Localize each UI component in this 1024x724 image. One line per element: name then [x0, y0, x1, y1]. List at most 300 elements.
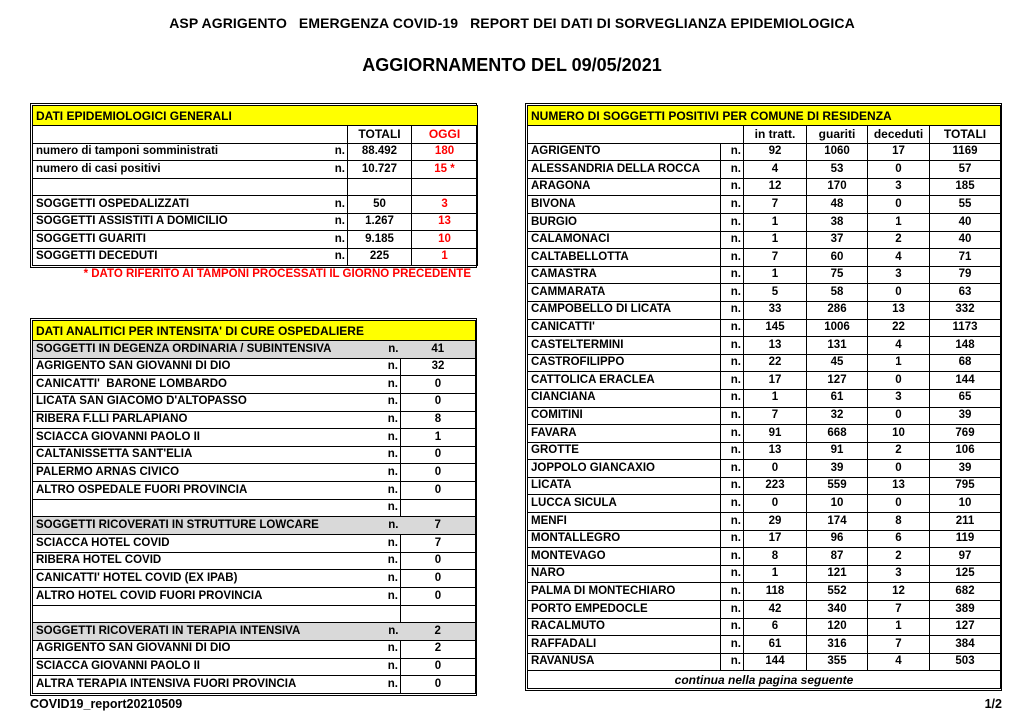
hospital-row-value: 0 — [401, 676, 476, 694]
comune-row-totali: 65 — [930, 389, 1001, 407]
comune-row-n: n. — [721, 372, 744, 390]
comune-row-guariti: 131 — [807, 337, 868, 355]
comune-row-totali: 332 — [930, 301, 1001, 319]
hospital-row-label — [33, 605, 371, 623]
comune-row-in-tratt: 42 — [744, 601, 807, 619]
comune-row-guariti: 668 — [807, 425, 868, 443]
comune-row-guariti: 91 — [807, 442, 868, 460]
comune-row-comune: MONTALLEGRO — [528, 530, 721, 548]
hospital-row — [33, 676, 476, 694]
comune-row-in-tratt: 61 — [744, 636, 807, 654]
hospital-row — [33, 605, 476, 623]
general-row-oggi: 3 — [412, 196, 478, 214]
hospital-row-n: n. — [371, 517, 401, 535]
comune-row-deceduti: 0 — [868, 407, 930, 425]
hospital-row-value: 0 — [401, 658, 476, 676]
comune-row-totali: 211 — [930, 513, 1001, 531]
comune-row-comune: MONTEVAGO — [528, 548, 721, 566]
hospital-row-label: CALTANISSETTA SANT'ELIA — [33, 446, 371, 464]
hospital-row-value: 0 — [401, 446, 476, 464]
page-number: 1/2 — [984, 697, 1002, 711]
comune-row — [528, 460, 1001, 478]
comune-row-n: n. — [721, 460, 744, 478]
comune-row-n: n. — [721, 284, 744, 302]
hospital-row-label: SCIACCA GIOVANNI PAOLO II — [33, 429, 371, 447]
comune-row — [528, 389, 1001, 407]
general-row-n: n. — [318, 196, 348, 214]
comune-row-guariti: 316 — [807, 636, 868, 654]
comune-row-n: n. — [721, 337, 744, 355]
general-row — [33, 143, 478, 161]
comune-row-n: n. — [721, 354, 744, 372]
general-row-oggi: 15 * — [412, 161, 478, 179]
general-row-label: SOGGETTI OSPEDALIZZATI — [33, 196, 318, 214]
comune-row-in-tratt: 1 — [744, 266, 807, 284]
general-row — [33, 161, 478, 179]
comune-row-guariti: 37 — [807, 231, 868, 249]
hospital-row-label: CANICATTI' BARONE LOMBARDO — [33, 376, 371, 394]
hospital-row-n: n. — [371, 446, 401, 464]
comune-row — [528, 618, 1001, 636]
comune-row-in-tratt: 33 — [744, 301, 807, 319]
comune-row-comune: CAMPOBELLO DI LICATA — [528, 301, 721, 319]
comune-row-totali: 503 — [930, 653, 1001, 671]
hospital-row-label: SOGGETTI RICOVERATI IN TERAPIA INTENSIVA — [33, 623, 371, 641]
comune-row-totali: 1169 — [930, 143, 1001, 161]
comune-row-in-tratt: 144 — [744, 653, 807, 671]
comune-row-comune: CAMMARATA — [528, 284, 721, 302]
hospital-row-value: 1 — [401, 429, 476, 447]
comuni-header-spacer — [528, 126, 744, 144]
hospital-care-table — [32, 320, 476, 694]
comune-row-n: n. — [721, 495, 744, 513]
comune-row-n: n. — [721, 301, 744, 319]
comune-row-totali: 10 — [930, 495, 1001, 513]
hospital-row — [33, 393, 476, 411]
general-row — [33, 248, 478, 266]
comune-row-n: n. — [721, 389, 744, 407]
comune-row-comune: CASTELTERMINI — [528, 337, 721, 355]
comune-row-n: n. — [721, 583, 744, 601]
hospital-row-label: ALTRO HOTEL COVID FUORI PROVINCIA — [33, 587, 371, 605]
comuni-table-title: NUMERO DI SOGGETTI POSITIVI PER COMUNE DI RESIDENZA — [528, 106, 1001, 126]
comune-row-deceduti: 4 — [868, 337, 930, 355]
hospital-row — [33, 623, 476, 641]
comune-row-comune: ARAGONA — [528, 178, 721, 196]
comune-row — [528, 636, 1001, 654]
general-row-label: SOGGETTI GUARITI — [33, 231, 318, 249]
comune-row-deceduti: 3 — [868, 565, 930, 583]
general-row-totali: 50 — [348, 196, 412, 214]
hospital-table-title-row — [33, 321, 476, 341]
comune-row-in-tratt: 7 — [744, 407, 807, 425]
comune-row-in-tratt: 1 — [744, 389, 807, 407]
comune-row-deceduti: 2 — [868, 231, 930, 249]
comune-row-n: n. — [721, 231, 744, 249]
comune-row-in-tratt: 17 — [744, 530, 807, 548]
hospital-row-n: n. — [371, 429, 401, 447]
comune-row-deceduti: 0 — [868, 460, 930, 478]
column-header-totali: TOTALI — [930, 126, 1001, 144]
comune-row-n: n. — [721, 513, 744, 531]
comune-row-deceduti: 2 — [868, 442, 930, 460]
comune-row-comune: GROTTE — [528, 442, 721, 460]
hospital-row-label — [33, 499, 371, 517]
hospital-row — [33, 446, 476, 464]
comune-row — [528, 213, 1001, 231]
comune-row-deceduti: 13 — [868, 477, 930, 495]
comune-row-guariti: 355 — [807, 653, 868, 671]
general-row-totali: 9.185 — [348, 231, 412, 249]
hospital-row-value — [401, 605, 476, 623]
general-row-n: n. — [318, 161, 348, 179]
general-row-oggi: 1 — [412, 248, 478, 266]
comune-row-guariti: 120 — [807, 618, 868, 636]
comune-row-totali: 39 — [930, 460, 1001, 478]
comune-row-n: n. — [721, 161, 744, 179]
comune-row-deceduti: 4 — [868, 653, 930, 671]
general-row-oggi: 10 — [412, 231, 478, 249]
comune-row — [528, 231, 1001, 249]
comune-row-guariti: 61 — [807, 389, 868, 407]
general-row-totali: 1.267 — [348, 213, 412, 231]
hospital-row — [33, 640, 476, 658]
hospital-row-n: n. — [371, 676, 401, 694]
comune-row-deceduti: 3 — [868, 389, 930, 407]
hospital-row-value: 0 — [401, 376, 476, 394]
hospital-row-value: 0 — [401, 570, 476, 588]
comune-row-deceduti: 1 — [868, 354, 930, 372]
comune-row-n: n. — [721, 636, 744, 654]
comune-row-deceduti: 0 — [868, 196, 930, 214]
comune-row-guariti: 39 — [807, 460, 868, 478]
comune-row — [528, 284, 1001, 302]
comune-row — [528, 495, 1001, 513]
comune-row — [528, 477, 1001, 495]
hospital-row-value: 41 — [401, 341, 476, 359]
comune-row-totali: 71 — [930, 249, 1001, 267]
hospital-row-n: n. — [371, 411, 401, 429]
comune-row-guariti: 559 — [807, 477, 868, 495]
column-header-in-tratt: in tratt. — [744, 126, 807, 144]
comune-row-deceduti: 0 — [868, 495, 930, 513]
comune-row-n: n. — [721, 178, 744, 196]
comune-row-n: n. — [721, 442, 744, 460]
comune-row-in-tratt: 5 — [744, 284, 807, 302]
comune-row — [528, 337, 1001, 355]
comune-row — [528, 583, 1001, 601]
column-header-oggi: OGGI — [412, 126, 478, 144]
hospital-row-value: 0 — [401, 393, 476, 411]
document-filename: COVID19_report20210509 — [30, 697, 183, 711]
comune-row-guariti: 340 — [807, 601, 868, 619]
comune-row-comune: RACALMUTO — [528, 618, 721, 636]
comune-row-comune: BIVONA — [528, 196, 721, 214]
general-row-totali: 225 — [348, 248, 412, 266]
comune-row-guariti: 87 — [807, 548, 868, 566]
comune-row-comune: CATTOLICA ERACLEA — [528, 372, 721, 390]
comune-row — [528, 530, 1001, 548]
comune-row-n: n. — [721, 565, 744, 583]
comune-row — [528, 161, 1001, 179]
comune-row-n: n. — [721, 196, 744, 214]
comune-row-totali: 125 — [930, 565, 1001, 583]
hospital-row — [33, 411, 476, 429]
general-row — [33, 196, 478, 214]
comune-row-totali: 148 — [930, 337, 1001, 355]
comune-row-in-tratt: 13 — [744, 337, 807, 355]
comune-row-n: n. — [721, 213, 744, 231]
comune-row-totali: 57 — [930, 161, 1001, 179]
hospital-row-n: n. — [371, 570, 401, 588]
comune-row-comune: BURGIO — [528, 213, 721, 231]
comuni-table — [527, 105, 1001, 689]
comune-row — [528, 425, 1001, 443]
hospital-row — [33, 499, 476, 517]
comune-row-in-tratt: 7 — [744, 196, 807, 214]
comune-row-totali: 127 — [930, 618, 1001, 636]
comune-row-in-tratt: 1 — [744, 213, 807, 231]
comune-row-deceduti: 8 — [868, 513, 930, 531]
comune-row — [528, 653, 1001, 671]
comune-row-comune: CASTROFILIPPO — [528, 354, 721, 372]
hospital-row-label: PALERMO ARNAS CIVICO — [33, 464, 371, 482]
comune-row-totali: 1173 — [930, 319, 1001, 337]
comune-row-in-tratt: 1 — [744, 231, 807, 249]
comune-row-in-tratt: 29 — [744, 513, 807, 531]
comune-row-totali: 39 — [930, 407, 1001, 425]
report-title: ASP AGRIGENTO EMERGENZA COVID-19 REPORT DEI DATI DI SORVEGLIANZA EPIDEMIOLOGICA — [169, 15, 855, 31]
hospital-table-title: DATI ANALITICI PER INTENSITA' DI CURE OSPEDALIERE — [33, 321, 476, 341]
general-row-n: n. — [318, 231, 348, 249]
hospital-row-label: AGRIGENTO SAN GIOVANNI DI DIO — [33, 640, 371, 658]
comune-row-guariti: 32 — [807, 407, 868, 425]
comune-row-in-tratt: 0 — [744, 460, 807, 478]
hospital-row — [33, 464, 476, 482]
continua-note: continua nella pagina seguente — [528, 671, 1001, 689]
hospital-row-n: n. — [371, 482, 401, 500]
general-row-n: n. — [318, 213, 348, 231]
hospital-row-value: 2 — [401, 640, 476, 658]
hospital-row-value: 8 — [401, 411, 476, 429]
general-row-totali: 10.727 — [348, 161, 412, 179]
comune-row-deceduti: 1 — [868, 213, 930, 231]
general-data-table — [32, 105, 478, 266]
general-row-totali — [348, 178, 412, 196]
hospital-row-label: AGRIGENTO SAN GIOVANNI DI DIO — [33, 358, 371, 376]
general-table-header-row — [33, 126, 478, 144]
hospital-row — [33, 658, 476, 676]
comune-row — [528, 548, 1001, 566]
comune-row-totali: 144 — [930, 372, 1001, 390]
comune-row-guariti: 38 — [807, 213, 868, 231]
hospital-row-label: RIBERA HOTEL COVID — [33, 552, 371, 570]
comune-row-totali: 55 — [930, 196, 1001, 214]
general-row-oggi — [412, 178, 478, 196]
comune-row-guariti: 170 — [807, 178, 868, 196]
hospital-row — [33, 358, 476, 376]
comune-row-guariti: 60 — [807, 249, 868, 267]
comune-row-n: n. — [721, 425, 744, 443]
comune-row-n: n. — [721, 530, 744, 548]
hospital-row — [33, 517, 476, 535]
comune-row-in-tratt: 13 — [744, 442, 807, 460]
comuni-table-title-row — [528, 106, 1001, 126]
comune-row-in-tratt: 1 — [744, 565, 807, 583]
comune-row-comune: RAFFADALI — [528, 636, 721, 654]
comune-row-deceduti: 3 — [868, 178, 930, 196]
hospital-row-n: n. — [371, 640, 401, 658]
comune-row-deceduti: 12 — [868, 583, 930, 601]
comune-row — [528, 249, 1001, 267]
comune-row-comune: RAVANUSA — [528, 653, 721, 671]
comune-row-comune: JOPPOLO GIANCAXIO — [528, 460, 721, 478]
continua-note-row — [528, 671, 1001, 689]
hospital-row-n: n. — [371, 376, 401, 394]
hospital-row — [33, 587, 476, 605]
comune-row-in-tratt: 12 — [744, 178, 807, 196]
hospital-row-n: n. — [371, 658, 401, 676]
comune-row-in-tratt: 6 — [744, 618, 807, 636]
comune-row-deceduti: 0 — [868, 372, 930, 390]
general-row-label: SOGGETTI DECEDUTI — [33, 248, 318, 266]
hospital-row-n: n. — [371, 393, 401, 411]
comune-row-in-tratt: 0 — [744, 495, 807, 513]
hospital-row-label: SOGGETTI IN DEGENZA ORDINARIA / SUBINTENSIVA — [33, 341, 371, 359]
comune-row — [528, 407, 1001, 425]
comune-row-in-tratt: 118 — [744, 583, 807, 601]
comune-row-totali: 769 — [930, 425, 1001, 443]
comune-row-in-tratt: 4 — [744, 161, 807, 179]
comune-row-in-tratt: 91 — [744, 425, 807, 443]
comune-row-totali: 63 — [930, 284, 1001, 302]
comune-row-guariti: 75 — [807, 266, 868, 284]
comune-row-totali: 106 — [930, 442, 1001, 460]
hospital-row — [33, 341, 476, 359]
comune-row-guariti: 10 — [807, 495, 868, 513]
general-row — [33, 231, 478, 249]
comune-row-comune: CIANCIANA — [528, 389, 721, 407]
hospital-row — [33, 570, 476, 588]
hospital-row-n: n. — [371, 623, 401, 641]
column-header-deceduti: deceduti — [868, 126, 930, 144]
comune-row-comune: FAVARA — [528, 425, 721, 443]
comuni-table-header-row — [528, 126, 1001, 144]
comune-row-comune: CANICATTI' — [528, 319, 721, 337]
column-header-totali: TOTALI — [348, 126, 412, 144]
comune-row-n: n. — [721, 653, 744, 671]
hospital-row-value: 0 — [401, 552, 476, 570]
hospital-row-n — [371, 605, 401, 623]
comune-row — [528, 354, 1001, 372]
general-row-label: SOGGETTI ASSISTITI A DOMICILIO — [33, 213, 318, 231]
comune-row-in-tratt: 8 — [744, 548, 807, 566]
comune-row — [528, 266, 1001, 284]
comune-row-totali: 97 — [930, 548, 1001, 566]
comune-row-totali: 40 — [930, 231, 1001, 249]
hospital-row-value: 7 — [401, 535, 476, 553]
hospital-row-n: n. — [371, 464, 401, 482]
general-row — [33, 178, 478, 196]
general-data-table-container — [30, 103, 477, 268]
tamponi-footnote: * DATO RIFERITO AI TAMPONI PROCESSATI IL GIORNO PRECEDENTE — [83, 268, 471, 280]
hospital-row-value: 2 — [401, 623, 476, 641]
hospital-row-label: RIBERA F.LLI PARLAPIANO — [33, 411, 371, 429]
comune-row-guariti: 174 — [807, 513, 868, 531]
hospital-row-label: ALTRA TERAPIA INTENSIVA FUORI PROVINCIA — [33, 676, 371, 694]
comune-row — [528, 143, 1001, 161]
general-row-label: numero di tamponi somministrati — [33, 143, 318, 161]
hospital-row-value: 0 — [401, 482, 476, 500]
comune-row — [528, 565, 1001, 583]
general-row-n: n. — [318, 248, 348, 266]
comune-row — [528, 513, 1001, 531]
hospital-row — [33, 552, 476, 570]
hospital-row-value: 0 — [401, 464, 476, 482]
comune-row-comune: PORTO EMPEDOCLE — [528, 601, 721, 619]
comune-row-deceduti: 7 — [868, 636, 930, 654]
hospital-row-n: n. — [371, 587, 401, 605]
comune-row-guariti: 127 — [807, 372, 868, 390]
comune-row-comune: COMITINI — [528, 407, 721, 425]
hospital-row — [33, 429, 476, 447]
hospital-row-label: SOGGETTI RICOVERATI IN STRUTTURE LOWCARE — [33, 517, 371, 535]
hospital-row-label: SCIACCA HOTEL COVID — [33, 535, 371, 553]
comune-row-deceduti: 3 — [868, 266, 930, 284]
hospital-row-n: n. — [371, 499, 401, 517]
comune-row-guariti: 1060 — [807, 143, 868, 161]
comune-row-guariti: 96 — [807, 530, 868, 548]
comune-row-in-tratt: 92 — [744, 143, 807, 161]
general-row — [33, 213, 478, 231]
comune-row-totali: 68 — [930, 354, 1001, 372]
hospital-row-value: 32 — [401, 358, 476, 376]
comune-row-in-tratt: 145 — [744, 319, 807, 337]
comune-row-guariti: 286 — [807, 301, 868, 319]
comune-row — [528, 372, 1001, 390]
comune-row-deceduti: 6 — [868, 530, 930, 548]
comune-row — [528, 301, 1001, 319]
general-row-totali: 88.492 — [348, 143, 412, 161]
comune-row-totali: 389 — [930, 601, 1001, 619]
hospital-row-label: LICATA SAN GIACOMO D'ALTOPASSO — [33, 393, 371, 411]
general-table-title-row — [33, 106, 478, 126]
comune-row-comune: PALMA DI MONTECHIARO — [528, 583, 721, 601]
hospital-row-label: SCIACCA GIOVANNI PAOLO II — [33, 658, 371, 676]
comune-row-n: n. — [721, 249, 744, 267]
comune-row-guariti: 48 — [807, 196, 868, 214]
comune-row — [528, 196, 1001, 214]
report-update-date: AGGIORNAMENTO DEL 09/05/2021 — [362, 55, 662, 75]
general-row-n — [318, 178, 348, 196]
hospital-row-value — [401, 499, 476, 517]
comune-row-comune: NARO — [528, 565, 721, 583]
hospital-row — [33, 376, 476, 394]
hospital-care-table-container — [30, 318, 477, 696]
comune-row-comune: CAMASTRA — [528, 266, 721, 284]
comune-row-deceduti: 7 — [868, 601, 930, 619]
comune-row-guariti: 121 — [807, 565, 868, 583]
comune-row-totali: 79 — [930, 266, 1001, 284]
comune-row-comune: LICATA — [528, 477, 721, 495]
comune-row-deceduti: 1 — [868, 618, 930, 636]
hospital-row — [33, 535, 476, 553]
comune-row — [528, 319, 1001, 337]
comune-row-guariti: 552 — [807, 583, 868, 601]
hospital-row-label: ALTRO OSPEDALE FUORI PROVINCIA — [33, 482, 371, 500]
comune-row-n: n. — [721, 477, 744, 495]
comune-row-totali: 384 — [930, 636, 1001, 654]
